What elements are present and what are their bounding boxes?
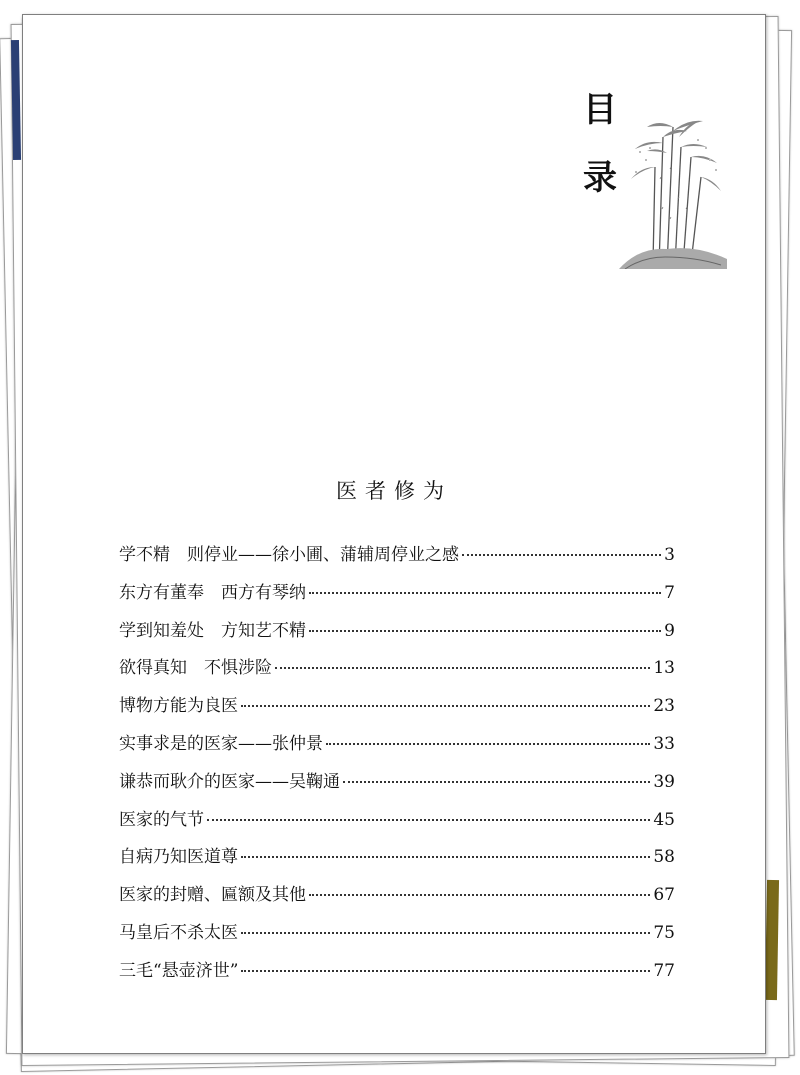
toc-entry-page: 9: [664, 620, 675, 641]
toc-leader-dots: [241, 969, 650, 972]
toc-entry[interactable]: [119, 653, 675, 691]
toc-entry-title: 欲得真知 不惧涉险: [119, 658, 272, 679]
section-title: 医者修为: [336, 479, 452, 503]
bamboo-illustration: [619, 107, 727, 269]
toc-leader-dots: [309, 591, 661, 594]
toc-entry-title: 博物方能为良医: [119, 696, 238, 717]
toc-entry[interactable]: [119, 805, 675, 843]
toc-leader-dots: [275, 666, 650, 669]
toc-entry-page: 67: [653, 885, 675, 906]
toc-entry[interactable]: [119, 767, 675, 805]
toc-leader-dots: [207, 818, 650, 821]
toc-entry-title: 三毛“悬壶济世”: [119, 960, 239, 981]
toc-entry-page: 39: [653, 771, 675, 792]
page-edge-strip: [765, 880, 779, 1000]
toc-list: [119, 540, 675, 994]
toc-entry-title: 医家的气节: [119, 809, 204, 830]
toc-entry[interactable]: [119, 842, 675, 880]
toc-entry-title: 马皇后不杀太医: [119, 922, 238, 943]
toc-entry[interactable]: [119, 880, 675, 918]
page-title-char-1: 目: [583, 90, 617, 130]
toc-entry-title: 实事求是的医家——张仲景: [119, 733, 323, 754]
toc-entry-title: 医家的封赠、匾额及其他: [119, 885, 306, 906]
toc-entry[interactable]: [119, 540, 675, 578]
toc-leader-dots: [241, 704, 650, 707]
toc-entry-page: 3: [664, 545, 675, 565]
toc-entry[interactable]: [119, 691, 675, 729]
toc-entry-page: 58: [653, 847, 675, 868]
toc-entry-page: 23: [653, 696, 675, 717]
toc-leader-dots: [462, 553, 661, 556]
toc-leader-dots: [343, 780, 650, 783]
toc-entry-title: 学不精 则停业——徐小圃、蒲辅周停业之感: [119, 545, 459, 565]
toc-entry[interactable]: [119, 578, 675, 616]
toc-entry-page: 75: [653, 922, 675, 943]
toc-leader-dots: [309, 893, 650, 896]
toc-leader-dots: [241, 931, 650, 934]
toc-entry-page: 7: [664, 582, 675, 603]
toc-entry-title: 谦恭而耿介的医家——吴鞠通: [119, 771, 340, 792]
toc-entry[interactable]: [119, 918, 675, 956]
toc-entry-title: 东方有董奉 西方有琴纳: [119, 582, 306, 603]
toc-entry-title: 学到知羞处 方知艺不精: [119, 620, 306, 641]
toc-entry-page: 45: [653, 809, 675, 830]
toc-entry[interactable]: [119, 729, 675, 767]
toc-leader-dots: [326, 742, 650, 745]
toc-entry-page: 13: [653, 658, 675, 679]
toc-entry[interactable]: [119, 956, 675, 994]
toc-entry[interactable]: [119, 616, 675, 654]
toc-leader-dots: [241, 855, 650, 858]
page-title-char-2: 录: [583, 158, 617, 198]
toc-entry-page: 77: [653, 960, 675, 981]
toc-entry-page: 33: [653, 733, 675, 754]
toc-leader-dots: [309, 629, 661, 632]
toc-entry-title: 自病乃知医道尊: [119, 847, 238, 868]
document-page: [22, 14, 766, 1054]
